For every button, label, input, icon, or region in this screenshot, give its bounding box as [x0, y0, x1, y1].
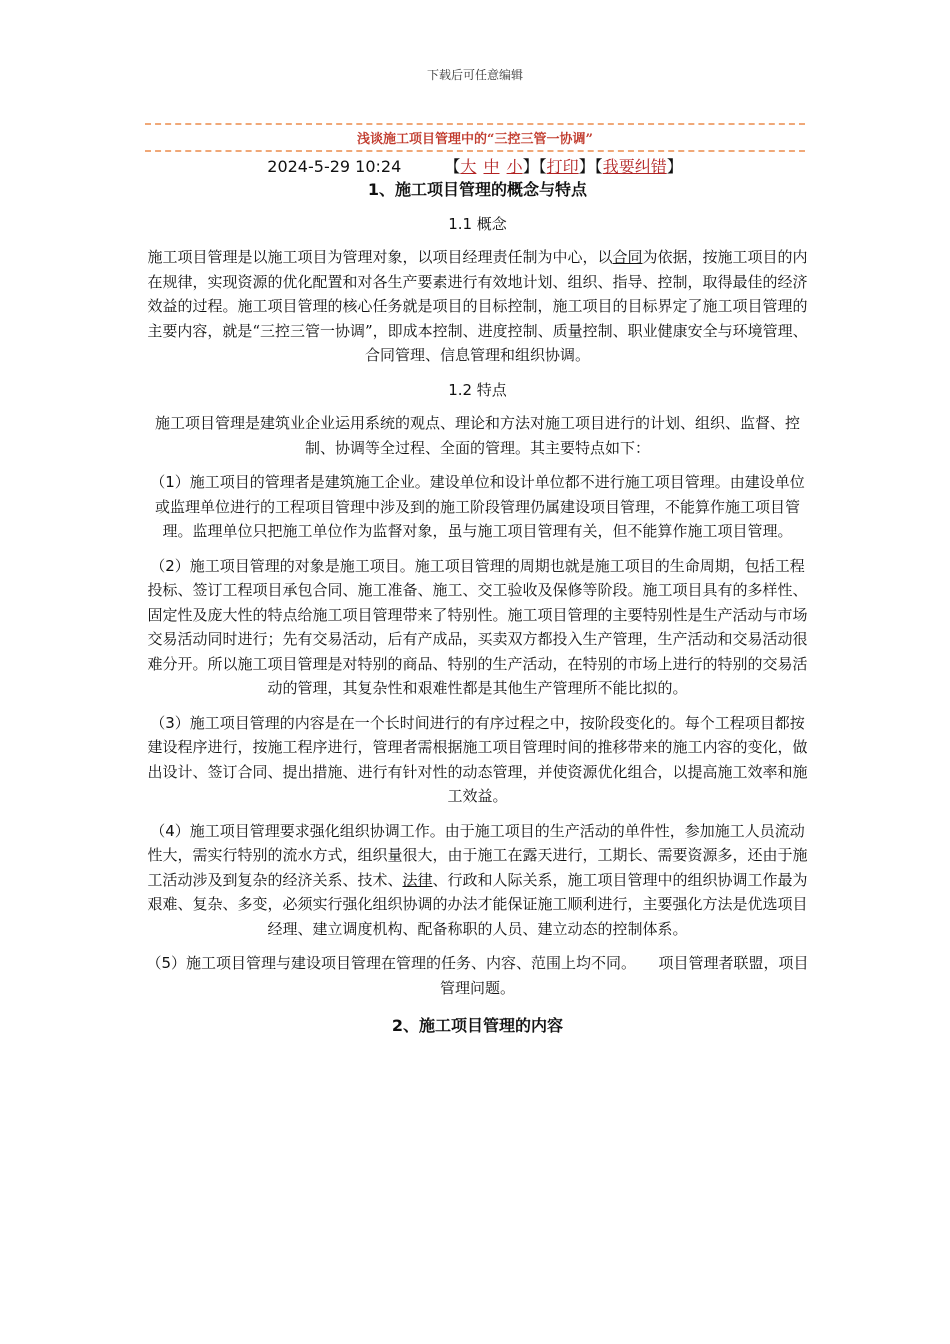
law-link[interactable]: 法律 — [402, 870, 433, 889]
font-size-medium-link[interactable]: 中 — [483, 157, 500, 176]
article-title: 浅谈施工项目管理中的“三控三管一协调” — [357, 132, 593, 147]
title-divider-bottom — [145, 150, 805, 152]
font-size-large-link[interactable]: 大 — [460, 157, 477, 176]
article-body — [145, 178, 810, 1048]
section-2-heading: 2、施工项目管理的内容 — [391, 1016, 564, 1035]
subsection-1-1-heading: 1.1 概念 — [448, 214, 507, 233]
section-1-heading: 1、施工项目管理的概念与特点 — [367, 180, 588, 199]
feature-paragraph-4: （4）施工项目管理要求强化组织协调工作。由于施工项目的生产活动的单件性，参加施工人员流动性大，需实行特别的流水方式，组织量很大，由于施工在露天进行，工期长、需要资源多，还由于施工活动涉及到复杂的经济关系、技术、法律、行政和人际关系，施工项目管理中的组织协调工作最为艰难、复杂、多变，必须实行强化组织协调的办法才能保证施工顺利进行，主要强化方法是优选项目经理、建立调度机构、配备称职的人员、建立动态的控制体系。 — [147, 821, 808, 938]
feature-paragraph-5: （5）施工项目管理与建设项目管理在管理的任务、内容、范围上均不同。 项目管理者联盟，项目管理问题。 — [146, 954, 809, 997]
font-size-small-link[interactable]: 小 — [506, 157, 523, 176]
publish-date: 2024-5-29 10:24 — [267, 157, 402, 176]
features-intro-paragraph: 施工项目管理是建筑业企业运用系统的观点、理论和方法对施工项目进行的计划、组织、监督、控制、协调等全过程、全面的管理。其主要特点如下： — [154, 414, 800, 457]
article-meta-bar: 2024-5-29 10:24 【大 中 小】【打印】【我要纠错】 — [267, 157, 683, 176]
feature-paragraph-3: （3）施工项目管理的内容是在一个长时间进行的有序过程之中，按阶段变化的。每个工程项目都按建设程序进行，按施工程序进行，管理者需根据施工项目管理时间的推移带来的施工内容的变化，做出设计、签订合同、提出措施、进行有针对性的动态管理，并使资源优化组合，以提高施工效率和施工效益。 — [147, 713, 808, 805]
report-error-link[interactable]: 我要纠错 — [602, 157, 667, 176]
download-note: 下载后可任意编辑 — [426, 68, 523, 82]
feature-paragraph-2: （2）施工项目管理的对象是施工项目。施工项目管理的周期也就是施工项目的生命周期，包括工程投标、签订工程项目承包合同、施工准备、施工、交工验收及保修等阶段。施工项目具有的多样性、固定性及庞大性的特点给施工项目管理带来了特别性。施工项目管理的主要特别性是生产活动与市场交易活动同时进行；先有交易活动，后有产成品，买卖双方都投入生产管理，生产活动和交易活动很难分开。所以施工项目管理是对特别的商品、特别的生产活动，在特别的市场上进行的特别的交易活动的管理，其复杂性和艰难性都是其他生产管理所不能比拟的。 — [147, 556, 808, 697]
feature-paragraph-1: （1）施工项目的管理者是建筑施工企业。建设单位和设计单位都不进行施工项目管理。由建设单位或监理单位进行的工程项目管理中涉及到的施工阶段管理仍属建设项目管理，不能算作施工项目管理。监理单位只把施工单位作为监督对象，虽与施工项目管理有关，但不能算作施工项目管理。 — [150, 473, 805, 540]
contract-link[interactable]: 合同 — [612, 248, 643, 266]
subsection-1-2-heading: 1.2 特点 — [448, 380, 507, 399]
concept-paragraph: 施工项目管理是以施工项目为管理对象，以项目经理责任制为中心，以合同为依据，按施工项目的内在规律，实现资源的优化配置和对各生产要素进行有效地计划、组织、指导、控制，取得最佳的经济效益的过程。施工项目管理的核心任务就是项目的目标控制，施工项目的目标界定了施工项目管理的主要内容，就是“三控三管一协调”，即成本控制、进度控制、质量控制、职业健康安全与环境管理、合同管理、信息管理和组织协调。 — [147, 248, 808, 364]
title-divider-top — [145, 123, 805, 125]
print-link[interactable]: 打印 — [546, 157, 579, 176]
